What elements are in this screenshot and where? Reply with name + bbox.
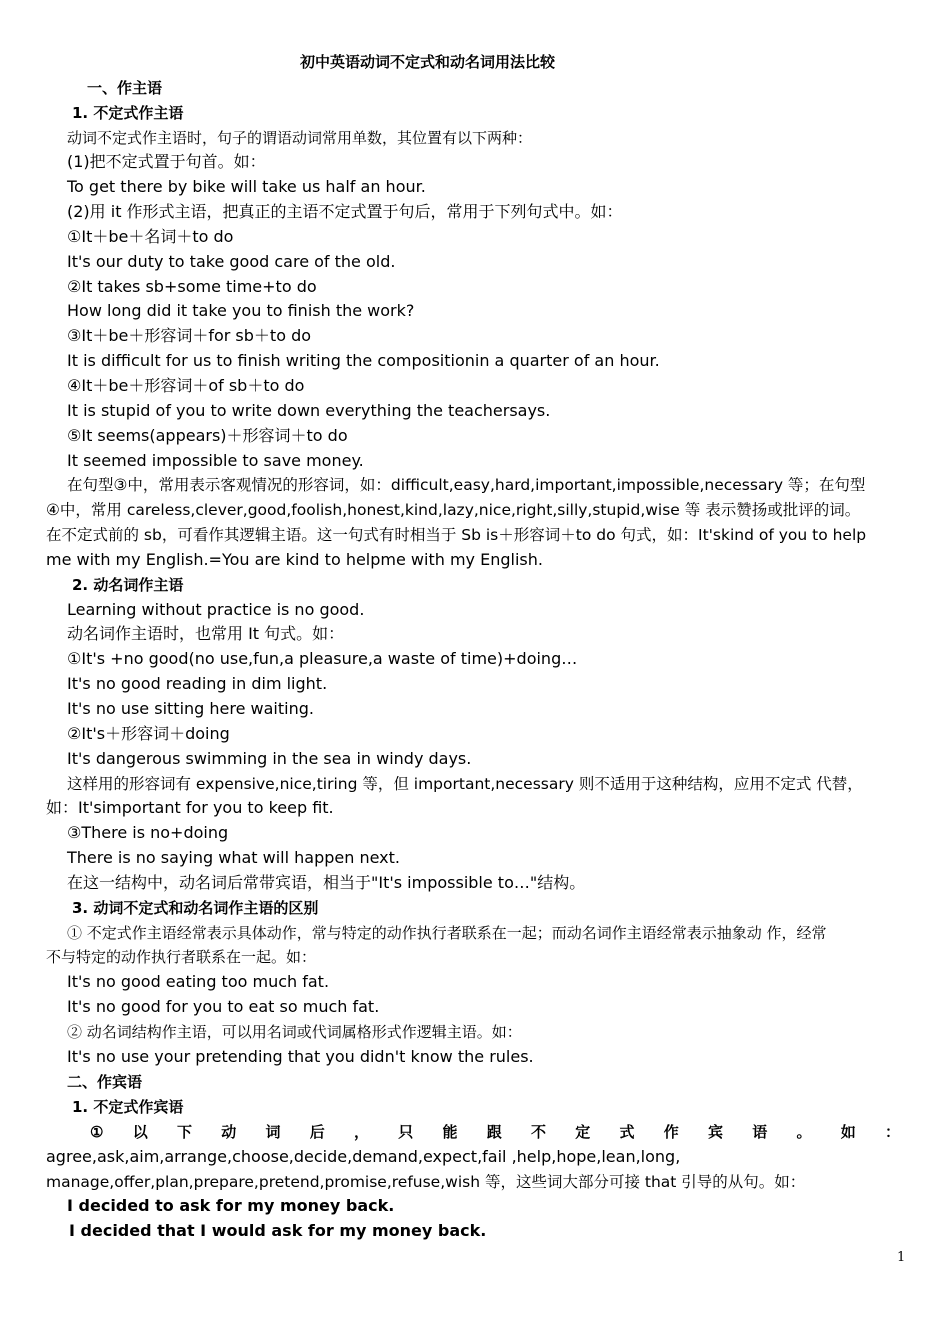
spaced-char: 跟: [486, 1123, 502, 1141]
paragraph-text: me with my English.=You are kind to helpme with my English.: [46, 550, 543, 569]
example-sentence: How long did it take you to finish the work?: [67, 301, 415, 320]
spaced-char: 后: [309, 1123, 325, 1141]
pattern-line: ③There is no+doing: [67, 823, 229, 842]
page-number: 1: [897, 1250, 906, 1265]
example-sentence: It is stupid of you to write down everything the teachersays.: [67, 401, 551, 420]
paragraph-text: ① 不定式作主语经常表示具体动作，常与特定的动作执行者联系在一起；而动名词作主语经常表示抽象动 作，经常: [67, 924, 827, 942]
pattern-line: ①It＋be＋名词＋to do: [67, 227, 234, 246]
spaced-intro-line: [90, 1122, 900, 1142]
example-sentence: It's no good eating too much fat.: [67, 972, 330, 991]
section-heading-object: 二、作宾语: [67, 1073, 143, 1091]
pattern-line: ①It's +no good(no use,fun,a pleasure,a waste of time)+doing…: [67, 649, 578, 668]
spaced-char: ①: [90, 1123, 104, 1141]
spaced-char: 。: [796, 1123, 812, 1141]
spaced-char: 下: [176, 1123, 192, 1141]
spaced-char: 不: [530, 1123, 546, 1141]
example-sentence: It's no good reading in dim light.: [67, 674, 328, 693]
paragraph-text: 在这一结构中，动名词后常带宾语，相当于"It's impossible to…"结构。: [67, 873, 586, 892]
example-sentence: It's no use sitting here waiting.: [67, 699, 314, 718]
example-sentence-bold: I decided to ask for my money back.: [67, 1196, 395, 1215]
paragraph-text: 在句型③中，常用表示客观情况的形容词，如：difficult,easy,hard,important,impossible,necessary 等；在句型: [67, 476, 866, 494]
example-sentence-bold: I decided that I would ask for my money back.: [69, 1221, 487, 1240]
paragraph-text: 这样用的形容词有 expensive,nice,tiring 等，但 important,necessary 则不适用于这种结构，应用不定式 代替，: [67, 775, 863, 793]
spaced-char: 只: [398, 1123, 414, 1141]
subsection-heading: 3. 动词不定式和动名词作主语的区别: [72, 899, 319, 917]
paragraph-text: (2)用 it 作形式主语，把真正的主语不定式置于句后，常用于下列句式中。如：: [67, 202, 623, 221]
verb-list: manage,offer,plan,prepare,pretend,promise,refuse,wish 等，这些词大部分可接 that 引导的从句。如：: [46, 1173, 806, 1191]
spaced-char: 式: [619, 1123, 635, 1141]
spaced-char: 以: [132, 1123, 148, 1141]
paragraph-text: 在不定式前的 sb，可看作其逻辑主语。这一句式有时相当于 Sb is＋形容词＋to do 句式，如：It'skind of you to help: [46, 526, 867, 544]
subsection-heading: 1. 不定式作宾语: [72, 1098, 184, 1116]
pattern-line: ④It＋be＋形容词＋of sb＋to do: [67, 376, 305, 395]
pattern-line: ②It's＋形容词＋doing: [67, 724, 230, 743]
subsection-heading: 2. 动名词作主语: [72, 576, 184, 594]
example-sentence: To get there by bike will take us half an hour.: [67, 177, 426, 196]
pattern-line: ⑤It seems(appears)＋形容词＋to do: [67, 426, 348, 445]
example-sentence: It seemed impossible to save money.: [67, 451, 364, 470]
pattern-line: ③It＋be＋形容词＋for sb＋to do: [67, 326, 312, 345]
example-sentence: It's no good for you to eat so much fat.: [67, 997, 380, 1016]
spaced-char: 动: [221, 1123, 237, 1141]
spaced-char: ：: [884, 1123, 900, 1141]
paragraph-text: ④中，常用 careless,clever,good,foolish,honest,kind,lazy,nice,right,silly,stupid,wise 等 表示赞扬或批评的词。: [46, 501, 861, 519]
pattern-line: ②It takes sb+some time+to do: [67, 277, 317, 296]
example-sentence: It's no use your pretending that you didn't know the rules.: [67, 1047, 534, 1066]
paragraph-text: 动名词作主语时，也常用 It 句式。如：: [67, 624, 345, 643]
paragraph-text: 动词不定式作主语时，句子的谓语动词常用单数，其位置有以下两种：: [67, 129, 533, 147]
example-sentence: There is no saying what will happen next.: [67, 848, 400, 867]
example-sentence: It's our duty to take good care of the old.: [67, 252, 396, 271]
paragraph-text: (1)把不定式置于句首。如：: [67, 152, 266, 171]
spaced-char: 语: [752, 1123, 768, 1141]
example-sentence: Learning without practice is no good.: [67, 600, 365, 619]
spaced-char: 宾: [707, 1123, 723, 1141]
section-heading-subject: 一、作主语: [87, 79, 163, 97]
paragraph-text: 如：It'simportant for you to keep fit.: [46, 798, 334, 817]
spaced-char: 如: [840, 1123, 856, 1141]
example-sentence: It's dangerous swimming in the sea in windy days.: [67, 749, 472, 768]
paragraph-text: 不与特定的动作执行者联系在一起。如：: [46, 948, 317, 966]
verb-list: agree,ask,aim,arrange,choose,decide,demand,expect,fail ,help,hope,lean,long,: [46, 1147, 681, 1166]
spaced-char: 作: [663, 1123, 679, 1141]
spaced-char: 词: [265, 1123, 281, 1141]
example-sentence: It is difficult for us to finish writing the compositionin a quarter of an hour.: [67, 351, 660, 370]
spaced-char: ，: [353, 1123, 369, 1141]
paragraph-text: ② 动名词结构作主语，可以用名词或代词属格形式作逻辑主语。如：: [67, 1023, 522, 1041]
spaced-char: 定: [575, 1123, 591, 1141]
spaced-char: 能: [442, 1123, 458, 1141]
subsection-heading: 1. 不定式作主语: [72, 104, 184, 122]
document-title: 初中英语动词不定式和动名词用法比较: [300, 53, 556, 71]
